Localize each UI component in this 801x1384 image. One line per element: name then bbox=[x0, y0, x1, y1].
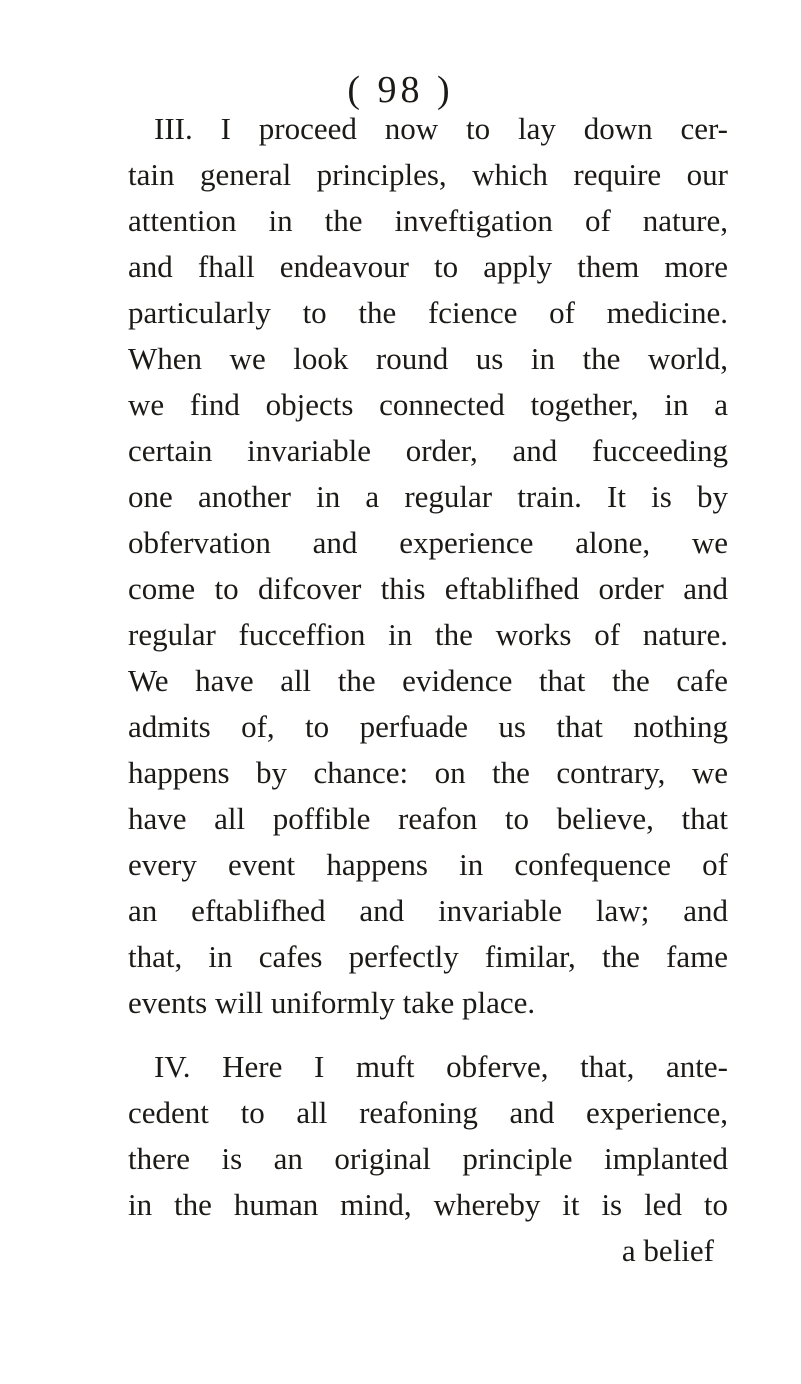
text-line: one another in a regular train. It is by bbox=[128, 479, 728, 514]
page-number: ( 98 ) bbox=[347, 69, 454, 111]
text-line: IV. Here I muft obferve, that, ante- bbox=[154, 1049, 728, 1084]
text-line: obfervation and experience alone, we bbox=[128, 525, 728, 560]
text-line: an eftablifhed and invariable law; and bbox=[128, 893, 728, 928]
text-line: in the human mind, whereby it is led to bbox=[128, 1187, 728, 1222]
text-line: admits of, to perfuade us that nothing bbox=[128, 709, 728, 744]
text-line: every event happens in confequence of bbox=[128, 847, 728, 882]
text-line: regular fucceffion in the works of nature. bbox=[128, 617, 728, 652]
text-line: When we look round us in the world, bbox=[128, 341, 728, 376]
text-line: that, in cafes perfectly fimilar, the fame bbox=[128, 939, 728, 974]
paragraph-iv bbox=[128, 1044, 728, 1228]
text-line: attention in the inveftigation of nature, bbox=[128, 203, 728, 238]
text-line: cedent to all reafoning and experience, bbox=[128, 1095, 728, 1130]
text-line: have all poffible reafon to believe, that bbox=[128, 801, 728, 836]
text-line: certain invariable order, and fucceeding bbox=[128, 433, 728, 468]
text-line: there is an original principle implanted bbox=[128, 1141, 728, 1176]
text-line: We have all the evidence that the cafe bbox=[128, 663, 728, 698]
text-line: come to difcover this eftablifhed order and bbox=[128, 571, 728, 606]
catchword: a belief bbox=[621, 1233, 714, 1268]
text-line: happens by chance: on the contrary, we bbox=[128, 755, 728, 790]
text-line: particularly to the fcience of medicine. bbox=[128, 295, 728, 330]
body-text bbox=[128, 106, 728, 1274]
paragraph-iii bbox=[128, 106, 728, 1026]
text-line: events will uniformly take place. bbox=[128, 985, 536, 1020]
text-line: III. I proceed now to lay down cer- bbox=[154, 111, 728, 146]
paragraph-gap bbox=[128, 1026, 728, 1044]
text-line: tain general principles, which require our bbox=[128, 157, 728, 192]
text-line: we find objects connected together, in a bbox=[128, 387, 728, 422]
text-line: and fhall endeavour to apply them more bbox=[128, 249, 728, 284]
